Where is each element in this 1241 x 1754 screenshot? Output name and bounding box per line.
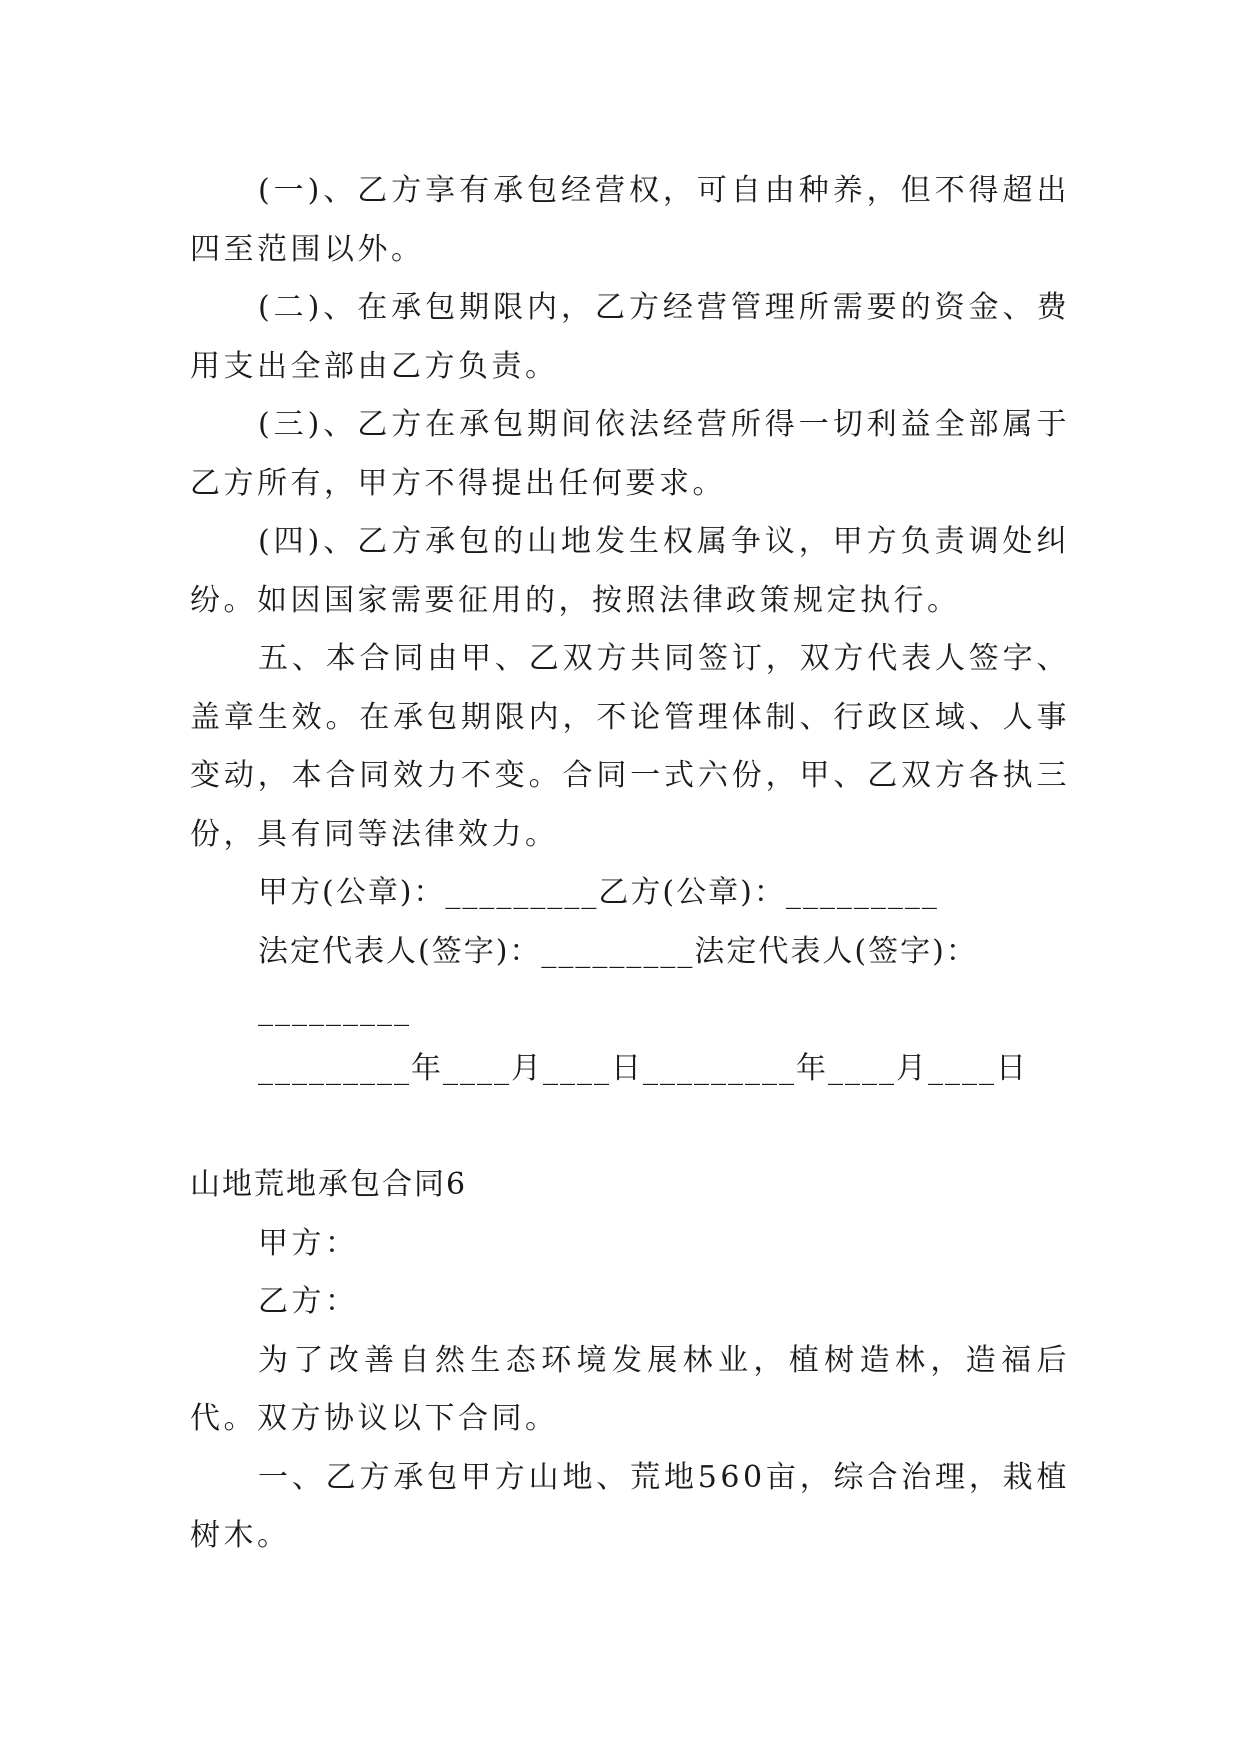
document-body — [190, 162, 1070, 1566]
party-a-label: 甲方： — [258, 1225, 359, 1261]
seal-line: 甲方(公章)：_________乙方(公章)：_________ — [258, 875, 939, 910]
representative-line-continued: _________ — [258, 992, 411, 1027]
clause-3: (三)、乙方在承包期间依法经营所得一切利益全部属于乙方所有，甲方不得提出任何要求。 — [190, 407, 1070, 501]
representative-line: 法定代表人(签字)：_________法定代表人(签字)： — [258, 933, 978, 969]
preamble: 为了改善自然生态环境发展林业，植树造林，造福后代。双方协议以下合同。 — [190, 1342, 1070, 1436]
clause-2: (二)、在承包期限内，乙方经营管理所需要的资金、费用支出全部由乙方负责。 — [190, 290, 1070, 384]
section-title: 山地荒地承包合同6 — [190, 1167, 468, 1202]
party-b-label: 乙方： — [258, 1284, 359, 1319]
date-line: _________年____月____日_________年____月____日 — [258, 1050, 1028, 1086]
clause-5: 五、本合同由甲、乙双方共同签订，双方代表人签字、盖章生效。在承包期限内，不论管理体制、行政区域、人事变动，本合同效力不变。合同一式六份，甲、乙双方各执三份，具有同等法律效力。 — [190, 641, 1070, 852]
clause-4: (四)、乙方承包的山地发生权属争议，甲方负责调处纠纷。如因国家需要征用的，按照法律政策规定执行。 — [190, 524, 1070, 618]
article-1: 一、乙方承包甲方山地、荒地560亩，综合治理，栽植树木。 — [190, 1459, 1070, 1553]
clause-1: (一)、乙方享有承包经营权，可自由种养，但不得超出四至范围以外。 — [190, 173, 1070, 267]
section-gap — [190, 1098, 1070, 1156]
